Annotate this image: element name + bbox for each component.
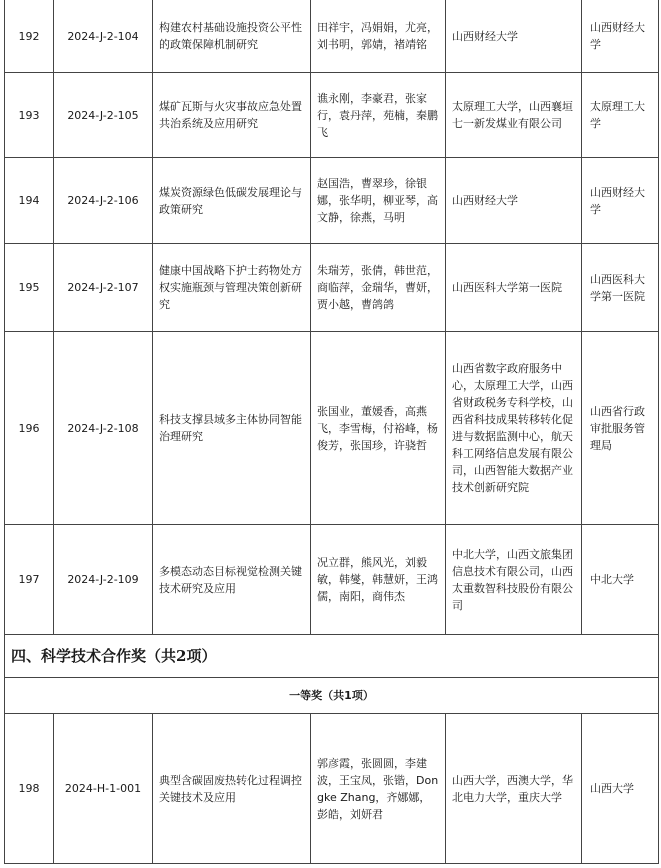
participating-units: 中北大学，山西文旅集团信息技术有限公司，山西太重数智科技股份有限公司 (446, 525, 582, 635)
project-title: 煤炭资源绿色低碳发展理论与政策研究 (153, 158, 311, 244)
project-title: 典型含碳固废热转化过程调控关键技术及应用 (153, 714, 311, 864)
grade-heading: 一等奖（共1项） (5, 678, 659, 714)
row-number: 194 (5, 158, 54, 244)
project-title: 构建农村基础设施投资公平性的政策保障机制研究 (153, 0, 311, 73)
table-row (5, 158, 659, 244)
participating-units: 山西医科大学第一医院 (446, 244, 582, 332)
lead-unit: 山西大学 (582, 714, 659, 864)
lead-unit: 山西省行政审批服务管理局 (582, 332, 659, 525)
project-members: 赵国浩，曹翠珍，徐银娜，张华明，柳亚琴，高文静，徐燕，马明 (311, 158, 446, 244)
project-title: 多模态动态目标视觉检测关键技术研究及应用 (153, 525, 311, 635)
participating-units: 太原理工大学，山西襄垣七一新发煤业有限公司 (446, 73, 582, 158)
lead-unit: 太原理工大学 (582, 73, 659, 158)
participating-units: 山西大学，西澳大学，华北电力大学，重庆大学 (446, 714, 582, 864)
project-title: 科技支撑县域多主体协同智能治理研究 (153, 332, 311, 525)
project-members: 张国业，董媛香，高燕飞，李雪梅，付裕峰，杨俊芳，张国珍，许骁哲 (311, 332, 446, 525)
project-id: 2024-H-1-001 (54, 714, 153, 864)
project-id: 2024-J-2-106 (54, 158, 153, 244)
project-members: 谯永刚，李豪君，张家行，袁丹萍，苑楠，秦鹏飞 (311, 73, 446, 158)
participating-units: 山西财经大学 (446, 0, 582, 73)
row-number: 197 (5, 525, 54, 635)
grade-row (5, 678, 659, 714)
lead-unit: 山西医科大学第一医院 (582, 244, 659, 332)
project-id: 2024-J-2-109 (54, 525, 153, 635)
table-row (5, 73, 659, 158)
row-number: 193 (5, 73, 54, 158)
lead-unit: 山西财经大学 (582, 0, 659, 73)
row-number: 196 (5, 332, 54, 525)
section-row (5, 635, 659, 678)
lead-unit: 山西财经大学 (582, 158, 659, 244)
table-row (5, 244, 659, 332)
row-number: 198 (5, 714, 54, 864)
project-members: 况立群，熊风光，刘毅敏，韩燮，韩慧妍，王鸿儒，南阳，商伟杰 (311, 525, 446, 635)
row-number: 195 (5, 244, 54, 332)
table-row (5, 525, 659, 635)
table-row (5, 332, 659, 525)
row-number: 192 (5, 0, 54, 73)
project-id: 2024-J-2-107 (54, 244, 153, 332)
section-heading: 四、科学技术合作奖（共2项） (5, 635, 659, 678)
award-table (4, 0, 659, 864)
table-row (5, 0, 659, 73)
project-title: 健康中国战略下护士药物处方权实施瓶颈与管理决策创新研究 (153, 244, 311, 332)
project-id: 2024-J-2-104 (54, 0, 153, 73)
project-id: 2024-J-2-108 (54, 332, 153, 525)
project-members: 郭彦霞，张圆圆，李建波，王宝凤，张锴，Dongke Zhang，齐娜娜，彭皓，刘妍君 (311, 714, 446, 864)
participating-units: 山西财经大学 (446, 158, 582, 244)
table-row (5, 714, 659, 864)
project-id: 2024-J-2-105 (54, 73, 153, 158)
participating-units: 山西省数字政府服务中心，太原理工大学，山西省财政税务专科学校，山西省科技成果转移转化促进与数据监测中心，航天科工网络信息发展有限公司，山西智能大数据产业技术创新研究院 (446, 332, 582, 525)
lead-unit: 中北大学 (582, 525, 659, 635)
project-title: 煤矿瓦斯与火灾事故应急处置共治系统及应用研究 (153, 73, 311, 158)
project-members: 朱瑞芳，张倩，韩世范，商临萍，金瑞华，曹妍，贾小越，曹鸽鸽 (311, 244, 446, 332)
project-members: 田祥宇，冯娟娟，尤亮，刘书明，郭婧，褚靖铭 (311, 0, 446, 73)
